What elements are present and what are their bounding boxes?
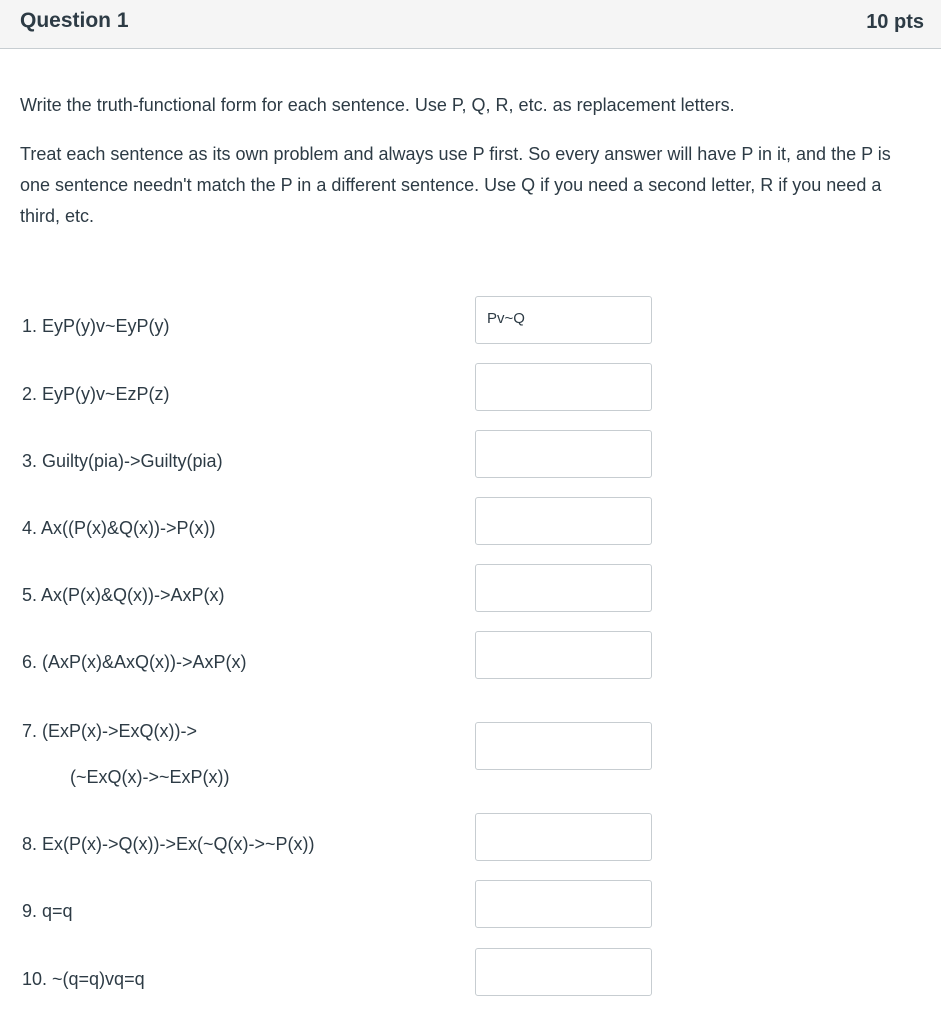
sentence-2: 2. EyP(y)v~EzP(z) [22, 384, 170, 404]
question-title: Question 1 [20, 9, 129, 32]
instructions-line-2: Treat each sentence as its own problem and always use P first. So every answer will have P in it, and the P is one sentence needn't match the P in a different sentence. Use Q if you need a second letter, R if you need a third, etc. [20, 144, 891, 226]
answer-input-7[interactable] [475, 722, 652, 770]
answer-input-3[interactable] [475, 430, 652, 478]
sentence-5: 5. Ax(P(x)&Q(x))->AxP(x) [22, 585, 225, 605]
sentence-8: 8. Ex(P(x)->Q(x))->Ex(~Q(x)->~P(x)) [22, 834, 315, 854]
sentence-7-continuation: (~ExQ(x)->~ExP(x)) [70, 767, 230, 787]
answer-input-4[interactable] [475, 497, 652, 545]
answer-input-2[interactable] [475, 363, 652, 411]
sentence-9: 9. q=q [22, 901, 73, 921]
sentence-3: 3. Guilty(pia)->Guilty(pia) [22, 451, 223, 471]
answer-input-1[interactable] [475, 296, 652, 344]
answer-input-9[interactable] [475, 880, 652, 928]
answer-input-10[interactable] [475, 948, 652, 996]
sentence-4: 4. Ax((P(x)&Q(x))->P(x)) [22, 518, 216, 538]
sentence-10: 10. ~(q=q)vq=q [22, 969, 145, 989]
sentence-6: 6. (AxP(x)&AxQ(x))->AxP(x) [22, 652, 247, 672]
question-points: 10 pts [866, 11, 924, 33]
sentence-7: 7. (ExP(x)->ExQ(x))-> [22, 721, 198, 741]
instructions-line-1: Write the truth-functional form for each sentence. Use P, Q, R, etc. as replacement letters. [20, 95, 735, 115]
sentence-1: 1. EyP(y)v~EyP(y) [22, 316, 170, 336]
question-instructions [20, 90, 920, 232]
question-header [0, 0, 941, 49]
answer-input-5[interactable] [475, 564, 652, 612]
answer-input-6[interactable] [475, 631, 652, 679]
answer-input-8[interactable] [475, 813, 652, 861]
